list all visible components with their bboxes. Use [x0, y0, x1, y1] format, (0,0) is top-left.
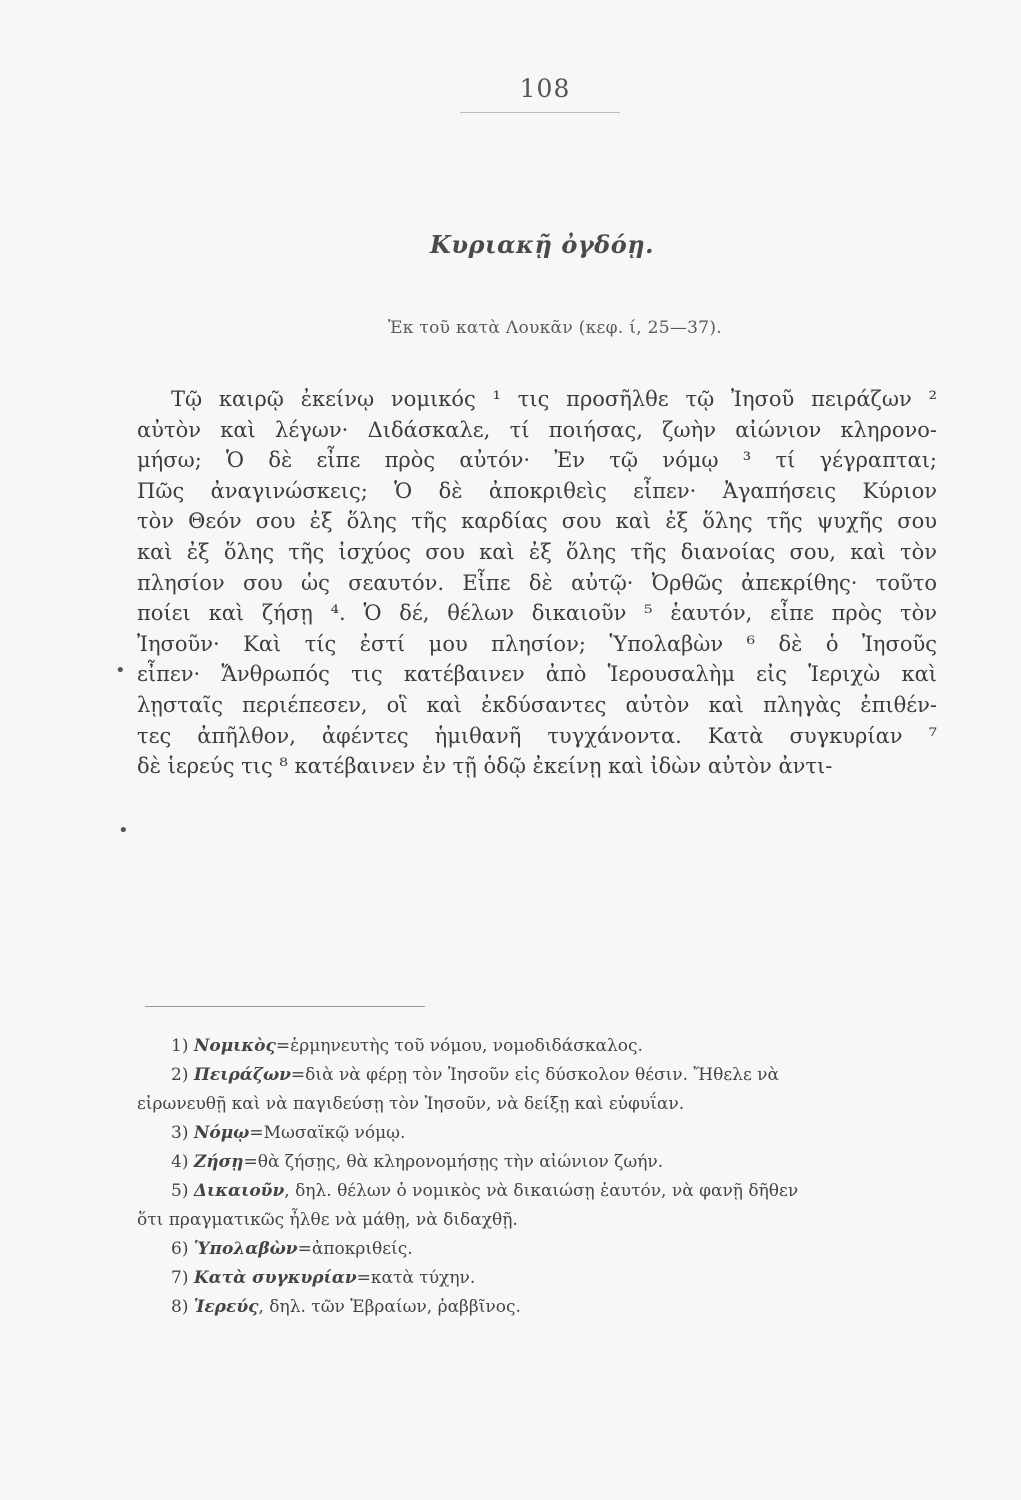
- gospel-text: [137, 384, 937, 782]
- scripture-reference: Ἐκ τοῦ κατὰ Λουκᾶν (κεφ. ί, 25—37).: [387, 318, 723, 338]
- margin-mark: •: [115, 660, 126, 681]
- footnote: [137, 1148, 937, 1177]
- text-line: Ἰησοῦν· Καὶ τίς ἐστί μου πλησίον; Ὑπολαβὼν ⁶ δὲ ὁ Ἰησοῦς: [137, 631, 937, 656]
- text-line: πλησίον σου ὡς σεαυτόν. Εἶπε δὲ αὐτῷ· Ὀρθῶς ἀπεκρίθης· τοῦτο: [137, 570, 937, 595]
- footnote: [137, 1264, 937, 1293]
- text-line: μήσω; Ὁ δὲ εἶπε πρὸς αὐτόν· Ἐν τῷ νόμῳ ³ τί γέγραπται;: [137, 448, 937, 473]
- footnote-number: 5): [171, 1181, 189, 1201]
- text-line: εἶπεν· Ἄνθρωπός τις κατέβαινεν ἀπὸ Ἱερουσαλὴμ εἰς Ἱεριχὼ καὶ: [137, 662, 937, 687]
- footnote-number: 7): [171, 1268, 189, 1288]
- footnote-number: 4): [171, 1152, 189, 1172]
- text-line: τὸν Θεόν σου ἐξ ὅλης τῆς καρδίας σου καὶ ἐξ ὅλης τῆς ψυχῆς σου: [137, 509, 937, 534]
- text-line: αὐτὸν καὶ λέγων· Διδάσκαλε, τί ποιήσας, ζωὴν αἰώνιον κληρονο-: [137, 417, 937, 442]
- footnote-term: Πειράζων: [193, 1065, 291, 1085]
- footnote-continuation: ὅτι πραγματικῶς ἦλθε νὰ μάθῃ, νὰ διδαχθῇ.: [137, 1210, 518, 1230]
- footnote-continuation: εἰρωνευθῇ καὶ νὰ παγιδεύσῃ τὸν Ἰησοῦν, νὰ δείξῃ καὶ εὐφυΐαν.: [137, 1094, 685, 1114]
- footnote-number: 1): [171, 1036, 189, 1056]
- footnote-text: , δηλ. τῶν Ἑβραίων, ῥαββῖνος.: [258, 1297, 521, 1317]
- footnote-term: Νόμῳ: [193, 1123, 250, 1143]
- footnote: [137, 1032, 937, 1061]
- margin-mark: •: [118, 820, 129, 841]
- text-line: δὲ ἱερεύς τις ⁸ κατέβαινεν ἐν τῇ ὁδῷ ἐκείνῃ καὶ ἰδὼν αὐτὸν ἀντι-: [137, 754, 833, 779]
- text-line: τες ἀπῆλθον, ἀφέντες ἡμιθανῆ τυγχάνοντα. Κατὰ συγκυρίαν ⁷: [137, 723, 937, 748]
- footnote-term: Κατὰ συγκυρίαν: [193, 1268, 357, 1288]
- header-rule: [460, 112, 620, 113]
- footnote-number: 3): [171, 1123, 189, 1143]
- footnote-number: 2): [171, 1065, 189, 1085]
- footnote: [137, 1061, 937, 1090]
- footnote-text: , δηλ. θέλων ὁ νομικὸς νὰ δικαιώσῃ ἑαυτόν, νὰ φανῇ δῆθεν: [284, 1181, 799, 1201]
- footnote-text: =Μωσαϊκῷ νόμῳ.: [249, 1123, 406, 1143]
- page-title: Κυριακῇ ὀγδόῃ.: [429, 230, 655, 259]
- text-line: λῃσταῖς περιέπεσεν, οἳ καὶ ἐκδύσαντες αὐτὸν καὶ πληγὰς ἐπιθέν-: [137, 692, 937, 717]
- footnote-term: Νομικὸς: [193, 1036, 276, 1056]
- footnote: [137, 1177, 937, 1206]
- text-line: καὶ ἐξ ὅλης τῆς ἰσχύος σου καὶ ἐξ ὅλης τῆς διανοίας σου, καὶ τὸν: [137, 539, 937, 564]
- footnote: [137, 1235, 937, 1264]
- text-line: ποίει καὶ ζήσῃ ⁴. Ὁ δέ, θέλων δικαιοῦν ⁵ ἑαυτόν, εἶπε πρὸς τὸν: [137, 601, 937, 626]
- footnote-text: =θὰ ζήσῃς, θὰ κληρονομήσῃς τὴν αἰώνιον ζωήν.: [243, 1152, 664, 1172]
- footnote-term: Ὑπολαβὼν: [193, 1239, 298, 1259]
- footnote-text: =διὰ νὰ φέρῃ τὸν Ἰησοῦν εἰς δύσκολον θέσιν. Ἤθελε νὰ: [290, 1065, 779, 1085]
- footnote: [137, 1293, 937, 1322]
- footnote-text: =ἑρμηνευτὴς τοῦ νόμου, νομοδιδάσκαλος.: [275, 1036, 643, 1056]
- footnote-term: Δικαιοῦν: [193, 1181, 285, 1201]
- page-number: 108: [519, 74, 571, 103]
- footnote-text: =κατὰ τύχην.: [356, 1268, 476, 1288]
- footnote-number: 6): [171, 1239, 189, 1259]
- footnote-term: Ἱερεύς: [193, 1297, 259, 1317]
- footnote-text: =ἀποκριθείς.: [297, 1239, 413, 1259]
- footnotes: [137, 1032, 937, 1322]
- footnote: [137, 1119, 937, 1148]
- footnote-rule: [145, 1006, 425, 1007]
- text-line: Τῷ καιρῷ ἐκείνῳ νομικός ¹ τις προσῆλθε τῷ Ἰησοῦ πειράζων ²: [171, 387, 937, 411]
- footnote-term: Ζήσῃ: [193, 1152, 244, 1172]
- text-line: Πῶς ἀναγινώσκεις; Ὁ δὲ ἀποκριθεὶς εἶπεν· Ἀγαπήσεις Κύριον: [137, 478, 937, 503]
- footnote-number: 8): [171, 1297, 189, 1317]
